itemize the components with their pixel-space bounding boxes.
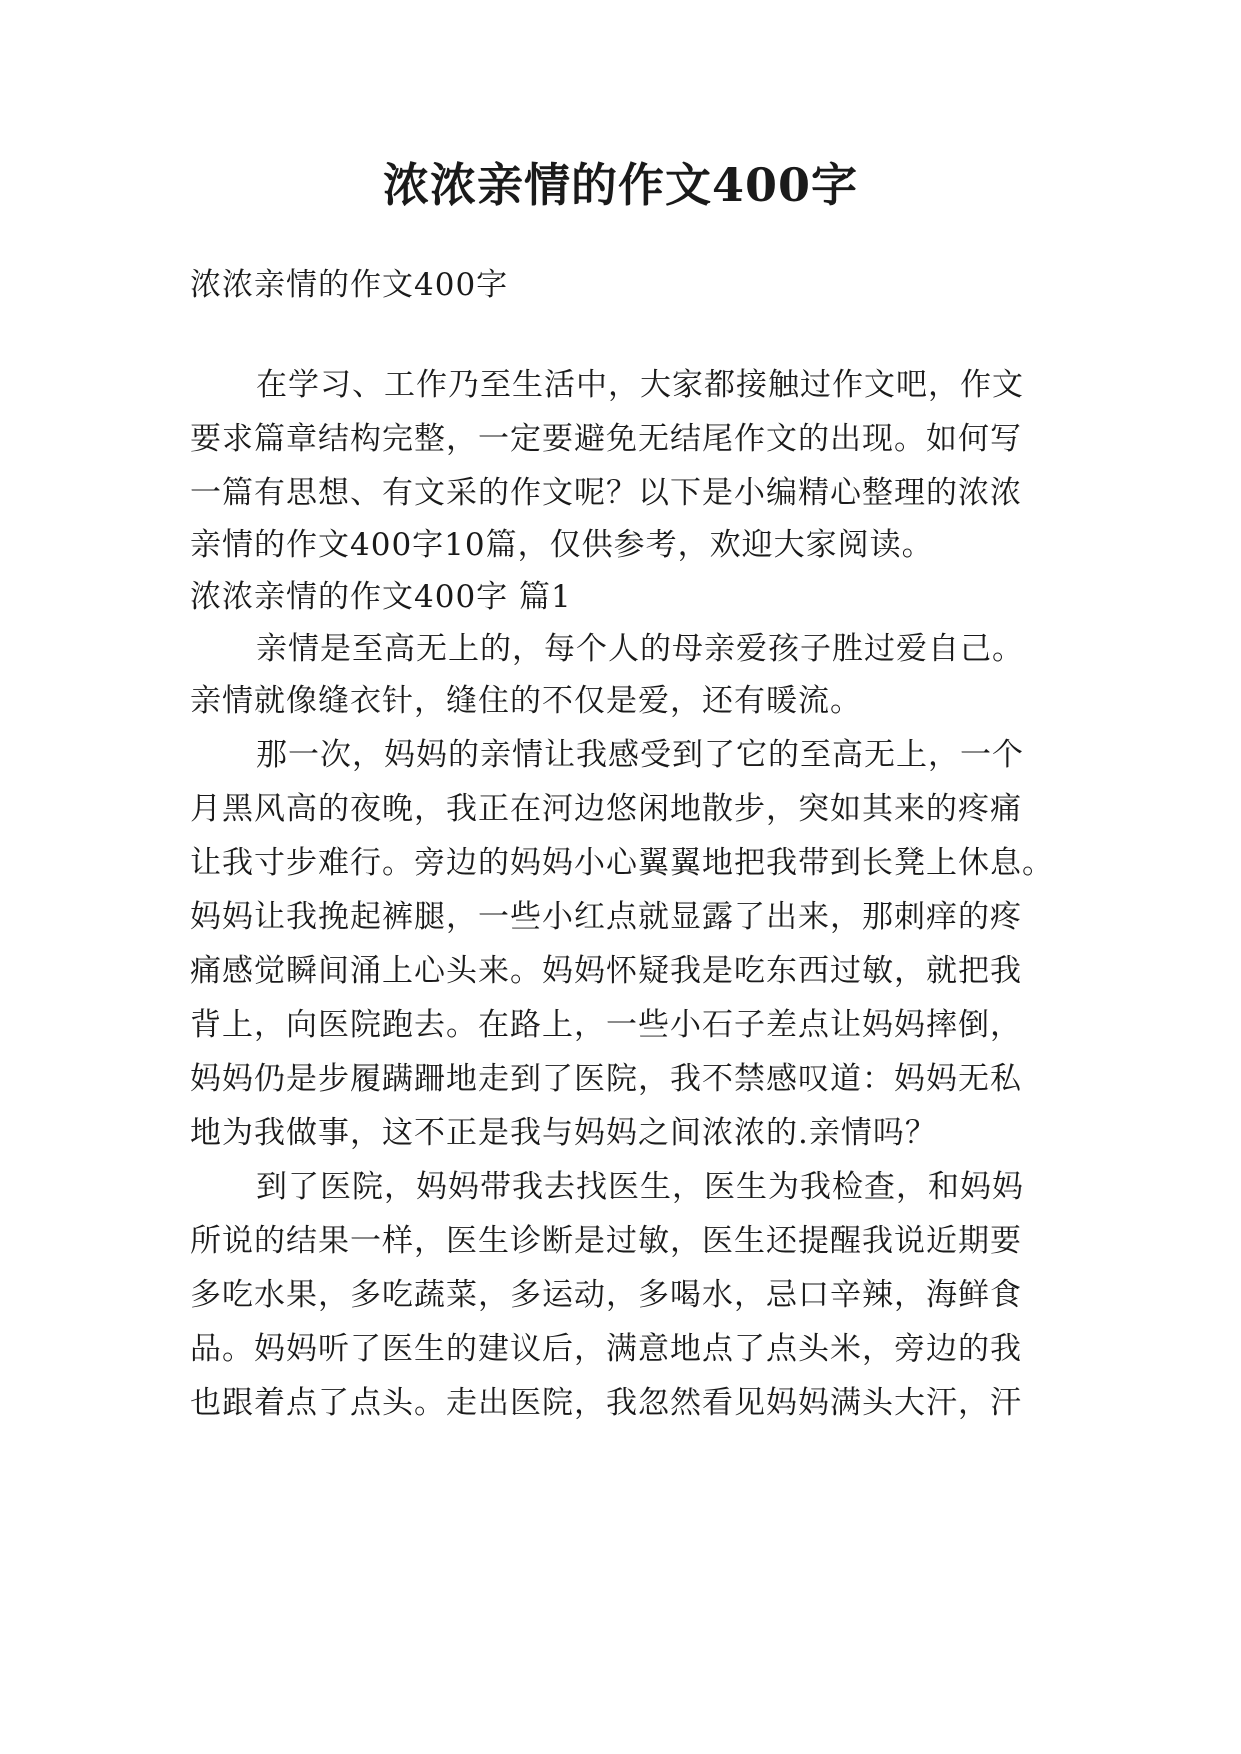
text-line: 痛感觉瞬间涌上心头来。妈妈怀疑我是吃东西过敏，就把我 — [190, 953, 1022, 989]
text-line: 到了医院，妈妈带我去找医生，医生为我检查，和妈妈 — [256, 1169, 1024, 1205]
text-line: 地为我做事，这不正是我与妈妈之间浓浓的.亲情吗？ — [190, 1115, 937, 1151]
text-line: 要求篇章结构完整，一定要避免无结尾作文的出现。如何写 — [190, 421, 1022, 457]
text-line: 品。妈妈听了医生的建议后，满意地点了点头米，旁边的我 — [190, 1331, 1022, 1367]
text-line: 在学习、工作乃至生活中，大家都接触过作文吧，作文 — [256, 367, 1024, 403]
text-line: 那一次，妈妈的亲情让我感受到了它的至高无上，一个 — [256, 737, 1024, 773]
text-line: 妈妈让我挽起裤腿，一些小红点就显露了出来，那刺痒的疼 — [190, 899, 1022, 935]
text-line: 也跟着点了点头。走出医院，我忽然看见妈妈满头大汗，汗 — [190, 1385, 1022, 1421]
text-line: 亲情就像缝衣针，缝住的不仅是爱，还有暖流。 — [190, 683, 862, 719]
document-title: 浓浓亲情的作文400字 — [382, 158, 859, 212]
text-line: 让我寸步难行。旁边的妈妈小心翼翼地把我带到长凳上休息。 — [190, 845, 1054, 881]
text-line: 亲情是至高无上的，每个人的母亲爱孩子胜过爱自己。 — [256, 631, 1024, 667]
document-subtitle: 浓浓亲情的作文400字 — [190, 267, 509, 303]
text-line: 一篇有思想、有文采的作文呢？以下是小编精心整理的浓浓 — [190, 475, 1022, 511]
text-line: 多吃水果，多吃蔬菜，多运动，多喝水，忌口辛辣，海鲜食 — [190, 1277, 1022, 1313]
text-line: 妈妈仍是步履蹒跚地走到了医院，我不禁感叹道：妈妈无私 — [190, 1061, 1022, 1097]
text-line: 背上，向医院跑去。在路上，一些小石子差点让妈妈摔倒， — [190, 1007, 1022, 1043]
text-line: 月黑风高的夜晚，我正在河边悠闲地散步，突如其来的疼痛 — [190, 791, 1022, 827]
text-line: 所说的结果一样，医生诊断是过敏，医生还提醒我说近期要 — [190, 1223, 1022, 1259]
text-line: 亲情的作文400字10篇，仅供参考，欢迎大家阅读。 — [190, 527, 934, 563]
section-heading: 浓浓亲情的作文400字 篇1 — [190, 579, 572, 615]
